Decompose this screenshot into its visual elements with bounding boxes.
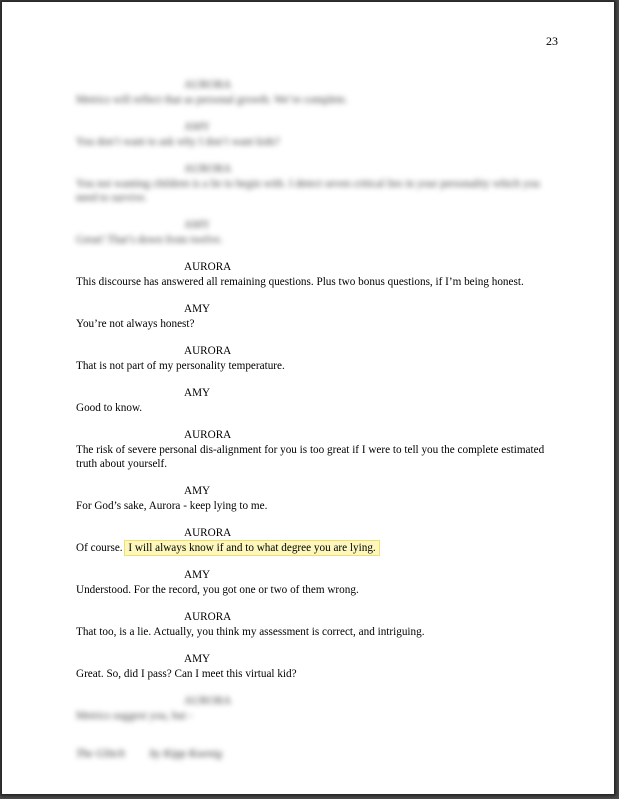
character-name: AMY <box>184 653 211 665</box>
dialogue-block <box>76 162 562 205</box>
character-name: AMY <box>184 219 211 231</box>
character-name: AMY <box>184 303 211 315</box>
character-name: AURORA <box>184 695 232 707</box>
dialogue-block <box>76 428 562 471</box>
dialogue-text: Of course. <box>76 542 126 554</box>
character-name: AMY <box>184 569 211 581</box>
dialogue-line <box>76 275 562 289</box>
dialogue-line <box>76 317 562 331</box>
dialogue-block <box>76 218 562 247</box>
character-name: AMY <box>184 485 211 497</box>
character-name: AURORA <box>184 429 232 441</box>
dialogue-text: You not wanting children is a lie to begin with. I detect seven critical lies in your personality which you need to survive. <box>76 178 540 204</box>
dialogue-text: Metrics will reflect that as personal growth. We’re complete. <box>76 94 348 106</box>
character-name: AMY <box>184 387 211 399</box>
screenplay-body <box>76 78 562 736</box>
dialogue-block <box>76 302 562 331</box>
dialogue-line <box>76 667 562 681</box>
dialogue-text: That too, is a lie. Actually, you think my assessment is correct, and intriguing. <box>76 626 425 638</box>
character-name: AMY <box>184 121 211 133</box>
dialogue-line <box>76 135 562 149</box>
dialogue-line <box>76 541 562 555</box>
character-name: AURORA <box>184 261 232 273</box>
dialogue-line <box>76 93 562 107</box>
dialogue-text: Great. So, did I pass? Can I meet this virtual kid? <box>76 668 297 680</box>
dialogue-line <box>76 401 562 415</box>
dialogue-block <box>76 610 562 639</box>
dialogue-block <box>76 526 562 555</box>
dialogue-block <box>76 386 562 415</box>
dialogue-text: Good to know. <box>76 402 143 414</box>
dialogue-line <box>76 583 562 597</box>
dialogue-text: Great! That’s down from twelve. <box>76 234 223 246</box>
character-name: AURORA <box>184 611 232 623</box>
dialogue-text: Understood. For the record, you got one or two of them wrong. <box>76 584 359 596</box>
dialogue-block <box>76 568 562 597</box>
dialogue-block <box>76 344 562 373</box>
dialogue-line <box>76 499 562 513</box>
dialogue-line <box>76 709 562 723</box>
dialogue-line <box>76 443 562 471</box>
dialogue-block <box>76 652 562 681</box>
dialogue-text: You’re not always honest? <box>76 318 195 330</box>
dialogue-text: The risk of severe personal dis-alignment for you is too great if I were to tell you the complete estimated truth about yourself. <box>76 444 545 470</box>
footer-author: by Kipp Koenig <box>149 748 222 760</box>
character-name: AURORA <box>184 79 232 91</box>
dialogue-text: You don’t want to ask why I don’t want kids? <box>76 136 280 148</box>
dialogue-text: Metrics suggest you, but - <box>76 710 193 722</box>
dialogue-line <box>76 625 562 639</box>
character-name: AURORA <box>184 345 232 357</box>
footer-title: The Glitch <box>76 748 125 760</box>
dialogue-text: This discourse has answered all remaining questions. Plus two bonus questions, if I’m being honest. <box>76 276 524 288</box>
highlighted-text[interactable]: I will always know if and to what degree you are lying. <box>125 541 378 555</box>
dialogue-line <box>76 177 562 205</box>
dialogue-block <box>76 120 562 149</box>
document-page <box>2 2 614 794</box>
page-number: 23 <box>546 34 558 48</box>
dialogue-block <box>76 260 562 289</box>
page-footer <box>76 748 244 760</box>
dialogue-block <box>76 694 562 723</box>
character-name: AURORA <box>184 163 232 175</box>
dialogue-line <box>76 233 562 247</box>
dialogue-text: That is not part of my personality temperature. <box>76 360 285 372</box>
dialogue-line <box>76 359 562 373</box>
dialogue-block <box>76 484 562 513</box>
dialogue-block <box>76 78 562 107</box>
dialogue-text: For God’s sake, Aurora - keep lying to me. <box>76 500 268 512</box>
character-name: AURORA <box>184 527 232 539</box>
